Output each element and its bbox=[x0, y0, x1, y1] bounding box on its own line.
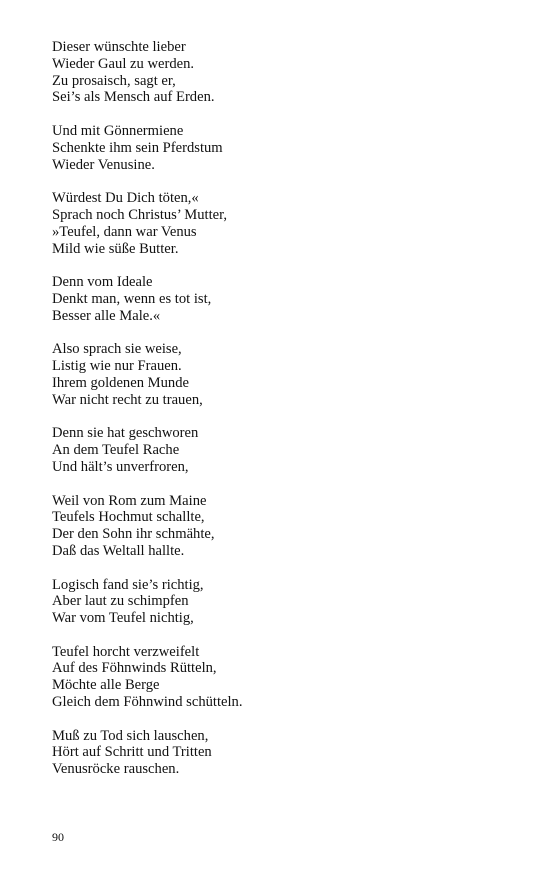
poem-line: Denkt man, wenn es tot ist, bbox=[52, 290, 212, 307]
poem-line: Besser alle Male.« bbox=[52, 307, 161, 324]
poem-line: Aber laut zu schimpfen bbox=[52, 593, 189, 610]
poem-line: Logisch fand sie’s richtig, bbox=[52, 576, 204, 593]
poem-line: Teufels Hochmut schallte, bbox=[52, 509, 205, 526]
poem-line: Schenkte ihm sein Pferdstum bbox=[52, 139, 223, 156]
poem-line: Also sprach sie weise, bbox=[52, 341, 182, 358]
stanza-6 bbox=[52, 425, 522, 475]
poem-line: Listig wie nur Frauen. bbox=[52, 358, 182, 375]
stanza-3 bbox=[52, 190, 522, 257]
poem-line: Muß zu Tod sich lauschen, bbox=[52, 727, 209, 744]
poem-line: Gleich dem Föhnwind schütteln. bbox=[52, 694, 243, 711]
poem-line: Wieder Venusine. bbox=[52, 156, 155, 173]
poem-line: Wieder Gaul zu werden. bbox=[52, 55, 195, 72]
poem-line: Teufel horcht verzweifelt bbox=[52, 643, 200, 660]
poem-line: Denn sie hat geschworen bbox=[52, 425, 199, 442]
poem-line: Der den Sohn ihr schmähte, bbox=[52, 526, 215, 543]
poem-line: Und mit Gönnermiene bbox=[52, 122, 184, 139]
stanza-8 bbox=[52, 577, 522, 627]
poem-line: Daß das Weltall hallte. bbox=[52, 542, 185, 559]
poem-line: Denn vom Ideale bbox=[52, 274, 153, 291]
stanza-9 bbox=[52, 644, 522, 711]
poem-line: Hört auf Schritt und Tritten bbox=[52, 744, 212, 761]
page-number: 90 bbox=[52, 830, 64, 844]
poem-line: Sprach noch Christus’ Mutter, bbox=[52, 206, 228, 223]
poem-line: War nicht recht zu trauen, bbox=[52, 391, 203, 408]
poem-line: Weil von Rom zum Maine bbox=[52, 492, 207, 509]
poem-line: Zu prosaisch, sagt er, bbox=[52, 72, 176, 89]
poem bbox=[52, 39, 522, 795]
poem-line: War vom Teufel nichtig, bbox=[52, 610, 194, 627]
poem-line: Mild wie süße Butter. bbox=[52, 240, 179, 257]
stanza-5 bbox=[52, 341, 522, 408]
poem-line: Dieser wünschte lieber bbox=[52, 39, 186, 55]
poem-line: Möchte alle Berge bbox=[52, 677, 160, 694]
stanza-2 bbox=[52, 123, 522, 173]
poem-line: »Teufel, dann war Venus bbox=[52, 223, 197, 240]
poem-line: Sei’s als Mensch auf Erden. bbox=[52, 89, 215, 106]
poem-line: Venusröcke rauschen. bbox=[52, 761, 180, 778]
stanza-1 bbox=[52, 39, 522, 106]
stanza-4 bbox=[52, 274, 522, 324]
poem-line: Auf des Föhnwinds Rütteln, bbox=[52, 660, 217, 677]
poem-line: Und hält’s unverfroren, bbox=[52, 458, 189, 475]
stanza-7 bbox=[52, 493, 522, 560]
poem-line: Würdest Du Dich töten,« bbox=[52, 190, 199, 207]
stanza-10 bbox=[52, 728, 522, 778]
poem-line: An dem Teufel Rache bbox=[52, 442, 180, 459]
poem-line: Ihrem goldenen Munde bbox=[52, 374, 189, 391]
